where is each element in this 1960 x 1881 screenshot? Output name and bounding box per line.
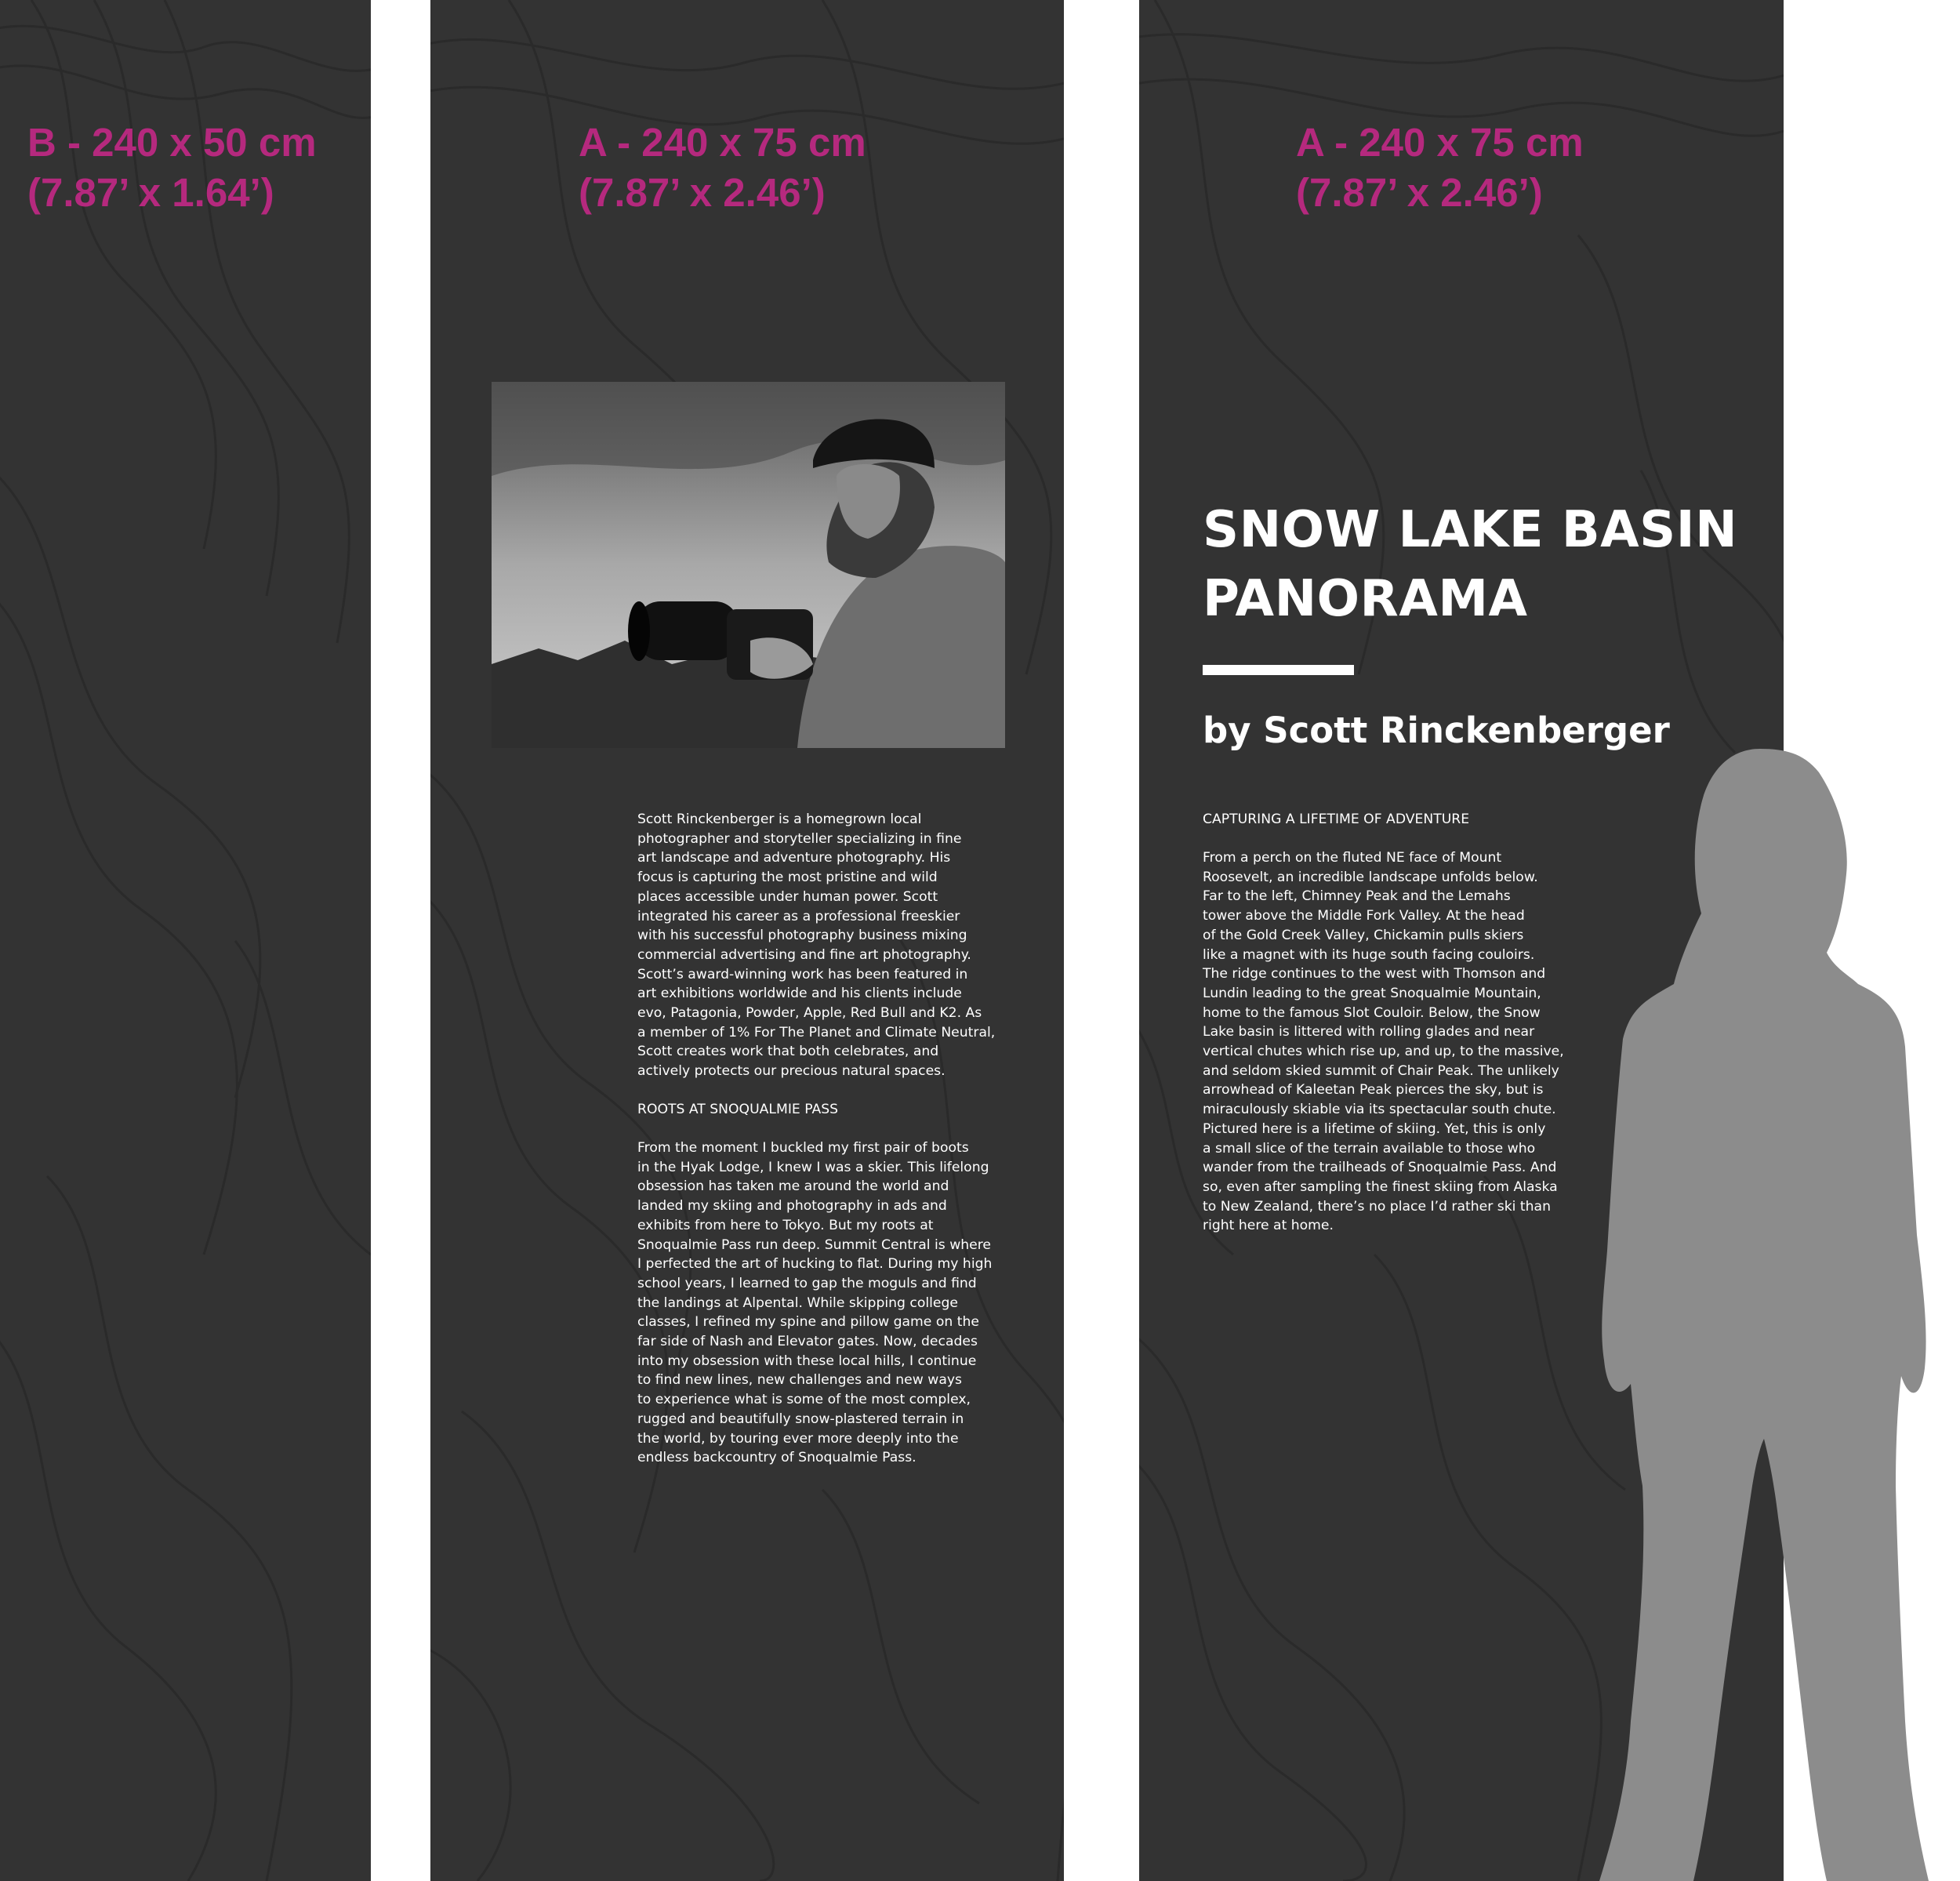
- panel-a-bio: [430, 0, 1064, 1881]
- photographer-portrait-photo: [492, 382, 1005, 748]
- capture-paragraph: From a perch on the fluted NE face of Mount Roosevelt, an incredible landscape unfolds below. Far to the left, Chimney Peak and the Lemahs tower above the Middle Fork Valley. At the head of the Gold Creek Valley, Chickamin pulls skiers like a magnet with its huge south facing couloirs. The ridge continues to the west with Thomson and Lundin leading to the great Snoqualmie Mountain, home to the famous Slot Couloir. Below, the Snow Lake basin is littered with rolling glades and near vertical chutes which rise up, and up, to the massive, and seldom skied summit of Chair Peak. The unlikely arrowhead of Kaleetan Peak pierces the sky, but is miraculously skiable via its spectacular south chute. Pictured here is a lifetime of skiing. Yet, this is only a small slice of the terrain available to those who wander from the trailheads of Snoqualmie Pass. And so, even after sampling the finest skiing from Alaska to New Zealand, there’s no place I’d rather ski than right here at home.: [1203, 850, 1564, 1234]
- size-label-imperial: (7.87’ x 2.46’): [1296, 170, 1543, 215]
- topographic-contour-pattern: [0, 0, 371, 1881]
- panel-b: [0, 0, 371, 1881]
- panorama-title-line-1: SNOW LAKE BASIN: [1203, 501, 1738, 559]
- capture-heading: CAPTURING A LIFETIME OF ADVENTURE: [1203, 812, 1470, 827]
- human-silhouette-icon: [1599, 749, 1929, 1881]
- size-label: [27, 118, 317, 218]
- roots-heading: ROOTS AT SNOQUALMIE PASS: [637, 1102, 839, 1117]
- size-label: [1296, 118, 1584, 218]
- size-label-metric: A - 240 x 75 cm: [579, 120, 866, 165]
- roots-paragraph: From the moment I buckled my first pair of boots in the Hyak Lodge, I knew I was a skier. This lifelong obsession has taken me around the world and landed my skiing and photography in ads and exhibits from here to Tokyo. But my roots at Snoqualmie Pass run deep. Summit Central is where I perfected the art of hucking to flat. During my high school years, I learned to gap the moguls and find the landings at Alpental. While skipping college classes, I refined my spine and pillow game on the far side of Nash and Elevator gates. Now, decades into my obsession with these local hills, I continue to find new lines, new challenges and new ways to experience what is some of the most complex, rugged and beautifully snow-plastered terrain in the world, by touring ever more deeply into the endless backcountry of Snoqualmie Pass.: [637, 1140, 993, 1466]
- bio-paragraph: Scott Rinckenberger is a homegrown local photographer and storyteller specializing in fine art landscape and adventure photography. His focus is capturing the most pristine and wild places accessible under human power. Scott integrated his career as a professional freeskier with his successful photography business mixing commercial advertising and fine art photography. Scott’s award-winning work has been featured in art exhibitions worldwide and his clients include evo, Patagonia, Powder, Apple, Red Bull and K2. As a member of 1% For The Planet and Climate Neutral, Scott creates work that both celebrates, and actively protects our precious natural spaces.: [637, 812, 996, 1080]
- size-label-imperial: (7.87’ x 2.46’): [579, 170, 826, 215]
- panorama-title-line-2: PANORAMA: [1203, 570, 1528, 628]
- size-label-metric: B - 240 x 50 cm: [27, 120, 317, 165]
- byline: by Scott Rinckenberger: [1203, 710, 1670, 751]
- size-label-imperial: (7.87’ x 1.64’): [27, 170, 274, 215]
- size-label-metric: A - 240 x 75 cm: [1296, 120, 1584, 165]
- size-label: [579, 118, 866, 218]
- title-divider: [1203, 665, 1354, 675]
- panorama-title: [1203, 496, 1767, 634]
